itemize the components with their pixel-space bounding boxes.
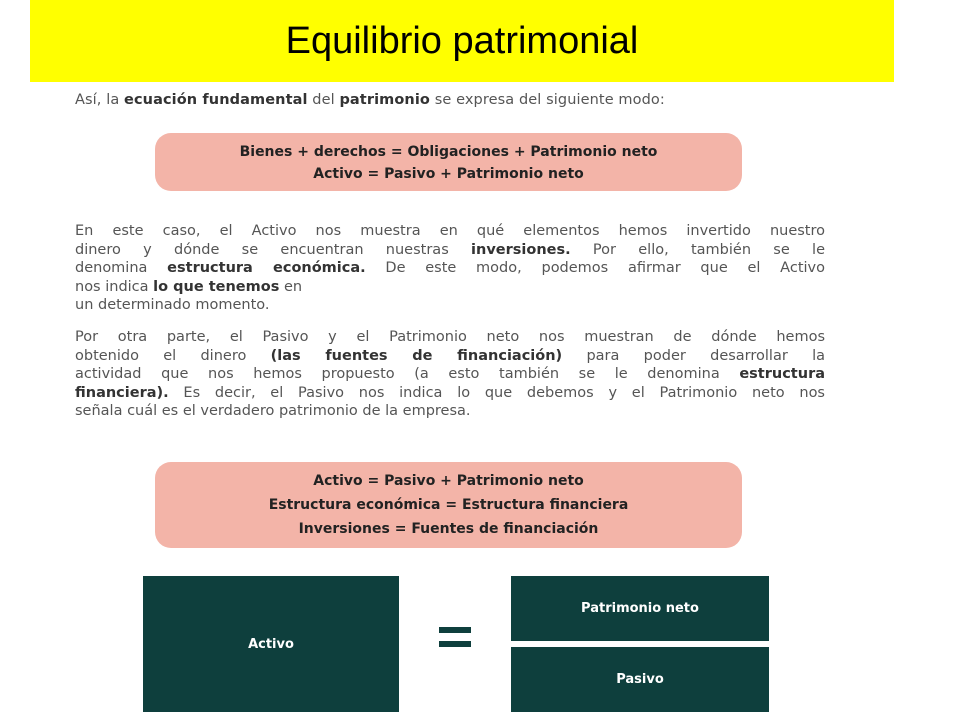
para1-line-4-a: nos indica — [75, 278, 154, 295]
para1-line-4-bold: lo que tenemos — [153, 278, 280, 295]
patrimonio-neto-block — [511, 576, 769, 641]
para2-line-2-a: obtenido el dinero — [75, 347, 271, 364]
intro-text-2: del — [307, 92, 340, 108]
para1-line-3-a: denomina — [75, 260, 168, 276]
intro-text — [75, 92, 835, 108]
para1-line-2 — [75, 241, 825, 260]
equation-2-line-3: Inversiones = Fuentes de financiación — [298, 521, 599, 537]
equals-bar-bottom — [439, 641, 471, 647]
equals-bar-top — [439, 627, 471, 633]
para1-line-2-a: dinero y dónde se encuentran nuestras — [75, 241, 472, 258]
patrimonio-neto-label: Patrimonio neto — [581, 601, 699, 616]
equation-2-line-2: Estructura económica = Estructura financiera — [268, 497, 629, 513]
para1-line-1: En este caso, el Activo nos muestra en qué elementos hemos invertido nuestro — [75, 223, 825, 239]
equals-sign-icon — [439, 625, 471, 651]
para2-line-3 — [75, 365, 825, 384]
equation-2-line-1: Activo = Pasivo + Patrimonio neto — [313, 473, 584, 489]
para2-line-4-b: Es decir, el Pasivo nos indica lo que debemos y el Patrimonio neto nos — [168, 384, 825, 401]
para1-line-4-c: en — [279, 278, 303, 295]
equation-1-line-2: Activo = Pasivo + Patrimonio neto — [313, 166, 584, 182]
activo-label: Activo — [248, 636, 294, 652]
para1-line-3-c: De este modo, podemos afirmar que el Activo — [365, 260, 825, 276]
page-title: Equilibrio patrimonial — [285, 19, 639, 62]
para1-line-2-bold: inversiones. — [471, 241, 571, 258]
para2-line-5: señala cuál es el verdadero patrimonio de la empresa. — [75, 403, 471, 419]
para1-line-5: un determinado momento. — [75, 297, 270, 313]
para2-line-2-bold: (las fuentes de financiación) — [270, 347, 563, 364]
intro-bold-1: ecuación fundamental — [124, 92, 308, 108]
equation-box-1 — [155, 133, 742, 191]
intro-text-3: se expresa del siguiente modo: — [429, 92, 665, 108]
pasivo-block — [511, 647, 769, 712]
intro-text-1: Así, la — [75, 92, 125, 108]
para2-line-3-bold: estructura — [739, 366, 825, 382]
para1-line-2-c: Por ello, también se le — [570, 241, 825, 258]
para2-line-2-c: para poder desarrollar la — [562, 347, 825, 364]
title-bar — [30, 0, 894, 82]
equation-1-line-1: Bienes + derechos = Obligaciones + Patrimonio neto — [239, 144, 658, 160]
paragraph-activo — [75, 222, 825, 315]
para2-line-1: Por otra parte, el Pasivo y el Patrimonio neto nos muestran de dónde hemos — [75, 329, 825, 345]
para2-line-4-bold: financiera). — [75, 384, 169, 401]
para1-line-4 — [75, 278, 825, 297]
intro-bold-2: patrimonio — [339, 92, 430, 108]
paragraph-pasivo — [75, 328, 825, 421]
equation-box-2 — [155, 462, 742, 548]
activo-block — [143, 576, 399, 712]
para2-line-3-a: actividad que nos hemos propuesto (a esto también se le denomina — [75, 366, 740, 382]
para1-line-3 — [75, 259, 825, 278]
pasivo-label: Pasivo — [616, 672, 664, 687]
para2-line-4 — [75, 384, 825, 403]
para2-line-2 — [75, 347, 825, 366]
para1-line-3-bold: estructura económica. — [167, 260, 366, 276]
